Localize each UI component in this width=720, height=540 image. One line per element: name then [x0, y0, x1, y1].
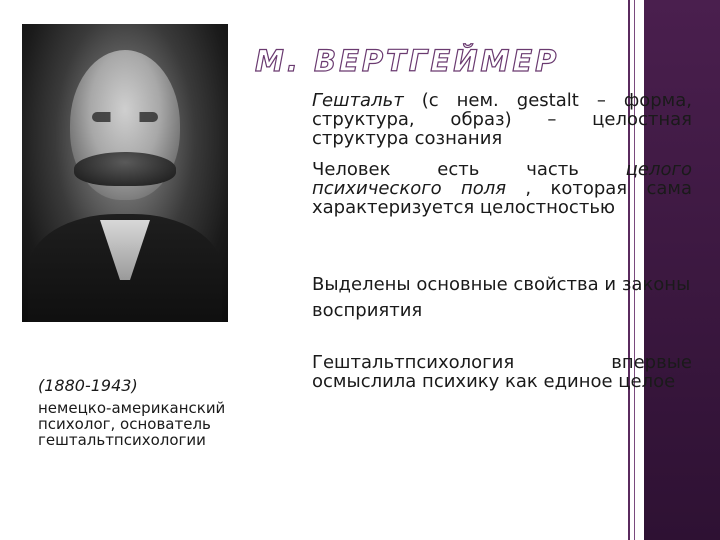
portrait-mustache [74, 152, 176, 186]
biography-description: немецко-американский психолог, основатель гештальтпсихологии [38, 399, 226, 449]
slide-title: М. ВЕРТГЕЙМЕР [255, 44, 560, 78]
portrait-caption [38, 378, 268, 448]
gestalt-definition-text: (с нем. gestalt – форма, структура, образ) – целостная структура сознания [312, 90, 692, 149]
paragraph-perception-laws: Выделены основные свойства и законы восприятия [312, 274, 691, 321]
psychic-field-start: Человек есть часть [312, 159, 626, 180]
paragraph-gestalt-definition [312, 91, 692, 148]
decorative-line-thin [634, 0, 635, 540]
life-years: (1880-1943) [38, 376, 138, 395]
psychic-field-end: , которая сама характеризуется целостностью [312, 178, 692, 218]
term-gestalt: Гештальт [312, 90, 404, 111]
paragraph-psychic-field [312, 160, 692, 217]
psychic-field-italic: целого психического поля [312, 159, 692, 199]
decorative-line [628, 0, 630, 540]
paragraph-gestalt-psychology: Гештальтпсихология впервые осмыслила психику как единое целое [312, 352, 692, 392]
portrait-eyes [92, 112, 158, 122]
portrait-photo [22, 24, 228, 322]
decorative-side-bar [644, 0, 720, 540]
